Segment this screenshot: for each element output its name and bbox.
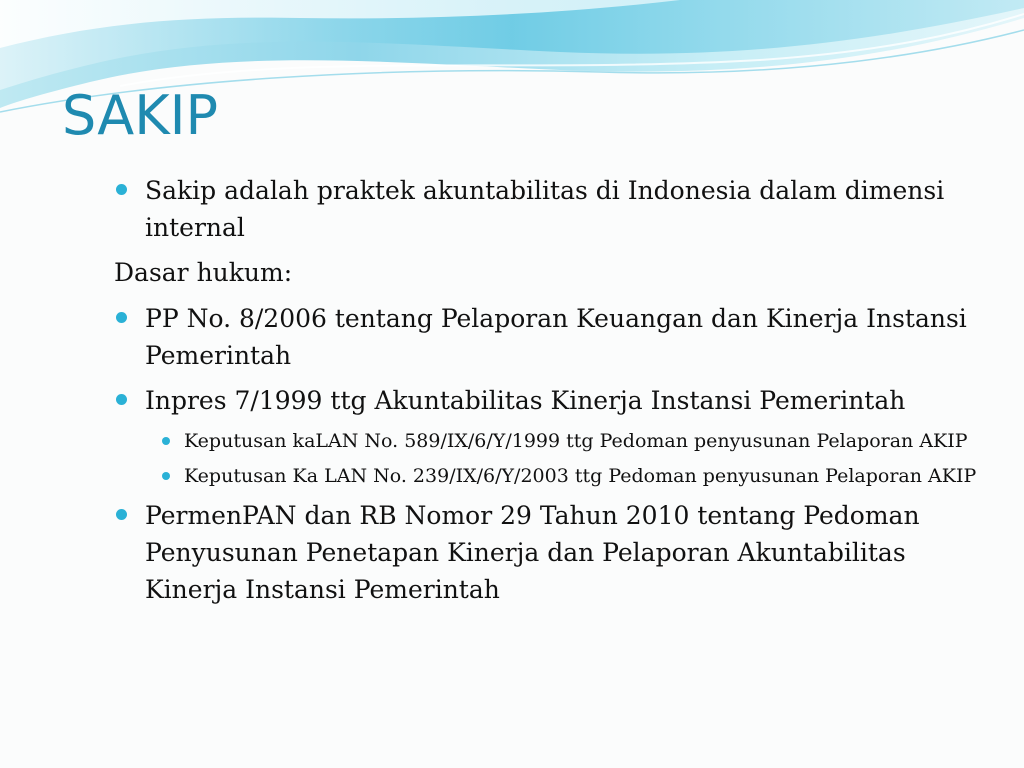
sub-bullet-item: [160, 427, 994, 456]
bullet-dot-icon: [116, 394, 127, 405]
sub-bullet-item: [160, 462, 994, 491]
bullet-text: PP No. 8/2006 tentang Pelaporan Keuangan dan Kinerja Instansi Pemerintah: [145, 304, 967, 370]
sub-bullet-dot-icon: [162, 437, 170, 445]
sub-bullet-dot-icon: [162, 472, 170, 480]
section-label: [114, 254, 994, 291]
bullet-item: [114, 497, 994, 608]
bullet-dot-icon: [116, 312, 127, 323]
bullet-dot-icon: [116, 509, 127, 520]
bullet-item: [114, 300, 994, 374]
slide-title: SAKIP: [62, 84, 219, 147]
bullet-item: [114, 382, 994, 419]
bullet-dot-icon: [116, 184, 127, 195]
bullet-text: Inpres 7/1999 ttg Akuntabilitas Kinerja Instansi Pemerintah: [145, 386, 906, 415]
bullet-item: [114, 172, 994, 246]
bullet-text: PermenPAN dan RB Nomor 29 Tahun 2010 tentang Pedoman Penyusunan Penetapan Kinerja dan Pelaporan Akuntabilitas Kinerja Instansi Pemerintah: [145, 501, 920, 604]
bullet-list: [114, 172, 994, 616]
bullet-text: Sakip adalah praktek akuntabilitas di Indonesia dalam dimensi internal: [145, 176, 945, 242]
sub-bullet-text: Keputusan kaLAN No. 589/IX/6/Y/1999 ttg Pedoman penyusunan Pelaporan AKIP: [184, 430, 968, 452]
sub-bullet-text: Keputusan Ka LAN No. 239/IX/6/Y/2003 ttg Pedoman penyusunan Pelaporan AKIP: [184, 465, 977, 487]
section-label-text: Dasar hukum:: [114, 258, 293, 287]
